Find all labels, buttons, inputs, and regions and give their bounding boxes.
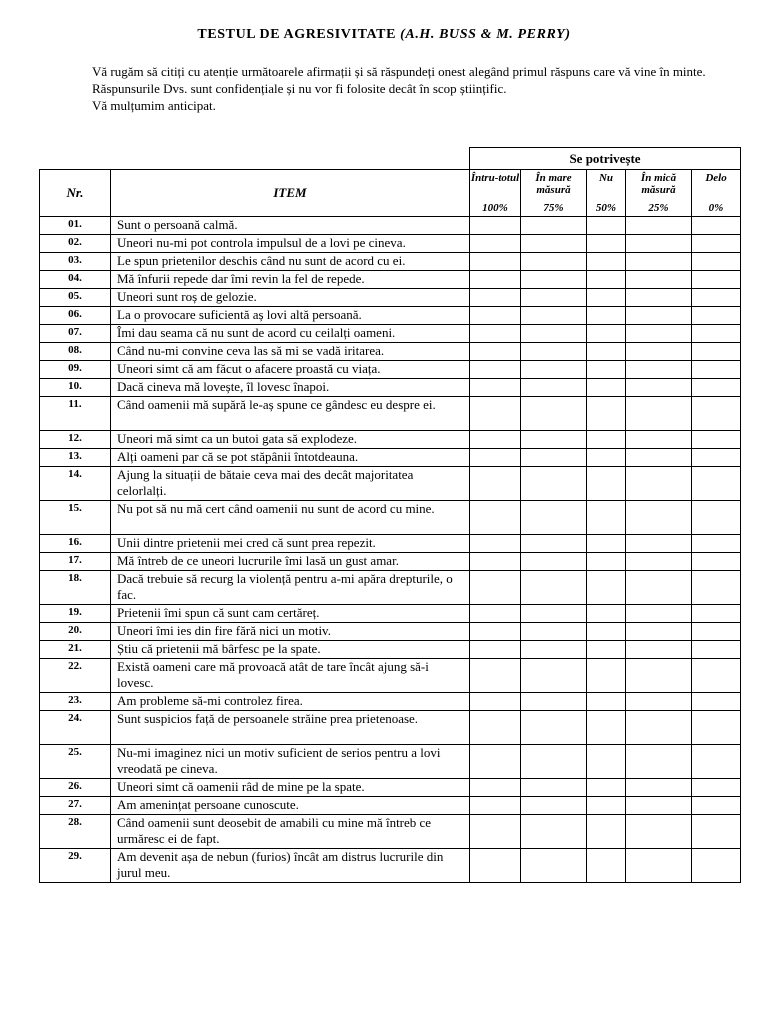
answer-cell[interactable] xyxy=(626,325,692,343)
answer-cell[interactable] xyxy=(587,431,626,449)
table-row xyxy=(40,379,741,397)
row-item-text: Mă înfurii repede dar îmi revin la fel de repede. xyxy=(111,271,470,289)
answer-cell[interactable] xyxy=(521,217,587,235)
answer-cell[interactable] xyxy=(521,431,587,449)
answer-cell[interactable] xyxy=(692,605,741,623)
answer-cell[interactable] xyxy=(692,571,741,605)
answer-cell[interactable] xyxy=(587,745,626,779)
table-row xyxy=(40,641,741,659)
row-item-text: Am devenit așa de nebun (furios) încât am distrus lucrurile din jurul meu. xyxy=(111,849,470,883)
answer-cell[interactable] xyxy=(521,815,587,849)
answer-cell[interactable] xyxy=(692,449,741,467)
answer-cell[interactable] xyxy=(470,501,521,535)
answer-cell[interactable] xyxy=(626,343,692,361)
answer-cell[interactable] xyxy=(692,325,741,343)
answer-cell[interactable] xyxy=(692,815,741,849)
answer-cell[interactable] xyxy=(587,325,626,343)
answer-cell[interactable] xyxy=(587,815,626,849)
row-item-text: Unii dintre prietenii mei cred că sunt prea repezit. xyxy=(111,535,470,553)
row-number: 24. xyxy=(40,711,111,745)
table-row xyxy=(40,815,741,849)
answer-cell[interactable] xyxy=(626,605,692,623)
row-item-text: Uneori simt că am făcut o afacere proastă cu viața. xyxy=(111,361,470,379)
title-authors: (A.H. BUSS & M. PERRY) xyxy=(400,27,571,42)
table-row xyxy=(40,797,741,815)
table-row xyxy=(40,307,741,325)
answer-cell[interactable] xyxy=(692,289,741,307)
answer-cell[interactable] xyxy=(692,361,741,379)
row-number: 03. xyxy=(40,253,111,271)
answer-cell[interactable] xyxy=(692,343,741,361)
answer-cell[interactable] xyxy=(626,271,692,289)
answer-cell[interactable] xyxy=(692,253,741,271)
row-number: 19. xyxy=(40,605,111,623)
answer-cell[interactable] xyxy=(692,641,741,659)
row-item-text: Ajung la situații de bătaie ceva mai des decât majoritatea celorlalți. xyxy=(111,467,470,501)
table-row xyxy=(40,467,741,501)
answer-cell[interactable] xyxy=(626,571,692,605)
answer-cell[interactable] xyxy=(626,849,692,883)
answer-cell[interactable] xyxy=(521,449,587,467)
answer-cell[interactable] xyxy=(587,623,626,641)
table-row xyxy=(40,501,741,535)
row-item-text: Există oameni care mă provoacă atât de tare încât ajung să-i lovesc. xyxy=(111,659,470,693)
answer-cell[interactable] xyxy=(521,641,587,659)
row-number: 14. xyxy=(40,467,111,501)
table-row xyxy=(40,361,741,379)
table-row xyxy=(40,659,741,693)
table-row xyxy=(40,343,741,361)
row-number: 29. xyxy=(40,849,111,883)
row-item-text: Când oamenii sunt deosebit de amabili cu mine mă întreb ce urmăresc ei de fapt. xyxy=(111,815,470,849)
row-item-text: Când oamenii mă supără le-aș spune ce gândesc eu despre ei. xyxy=(111,397,470,431)
answer-cell[interactable] xyxy=(521,253,587,271)
answer-cell[interactable] xyxy=(692,659,741,693)
row-number: 22. xyxy=(40,659,111,693)
answer-cell[interactable] xyxy=(470,779,521,797)
answer-cell[interactable] xyxy=(692,467,741,501)
answer-cell[interactable] xyxy=(626,711,692,745)
table-row xyxy=(40,397,741,431)
row-number: 15. xyxy=(40,501,111,535)
row-number: 26. xyxy=(40,779,111,797)
answer-cell[interactable] xyxy=(626,431,692,449)
column-header: Întru-totul 100% xyxy=(470,170,521,217)
table-row xyxy=(40,553,741,571)
intro-paragraph-1: Vă rugăm să citiți cu atenție următoarele afirmații și să răspundeți onest alegând primul răspuns care vă vine în minte. xyxy=(92,64,706,79)
answer-cell[interactable] xyxy=(587,641,626,659)
answer-cell[interactable] xyxy=(470,605,521,623)
answer-cell[interactable] xyxy=(521,659,587,693)
answer-cell[interactable] xyxy=(470,693,521,711)
answer-cell[interactable] xyxy=(692,501,741,535)
answer-cell[interactable] xyxy=(470,711,521,745)
answer-cell[interactable] xyxy=(626,745,692,779)
row-item-text: Prietenii îmi spun că sunt cam certăreț. xyxy=(111,605,470,623)
row-item-text: Am probleme să-mi controlez firea. xyxy=(111,693,470,711)
answer-cell[interactable] xyxy=(692,779,741,797)
answer-cell[interactable] xyxy=(521,397,587,431)
answer-cell[interactable] xyxy=(692,431,741,449)
answer-cell[interactable] xyxy=(626,815,692,849)
answer-cell[interactable] xyxy=(587,605,626,623)
answer-cell[interactable] xyxy=(521,271,587,289)
answer-cell[interactable] xyxy=(692,623,741,641)
table-row xyxy=(40,571,741,605)
column-header: Delo 0% xyxy=(692,170,741,217)
row-item-text: Sunt suspicios față de persoanele străine prea prietenoase. xyxy=(111,711,470,745)
answer-cell[interactable] xyxy=(626,641,692,659)
table-row xyxy=(40,431,741,449)
row-item-text: Dacă cineva mă lovește, îl lovesc înapoi. xyxy=(111,379,470,397)
answer-cell[interactable] xyxy=(587,659,626,693)
answer-cell[interactable] xyxy=(521,235,587,253)
table-row xyxy=(40,253,741,271)
answer-cell[interactable] xyxy=(626,501,692,535)
answer-cell[interactable] xyxy=(692,397,741,431)
row-item-text: Am amenințat persoane cunoscute. xyxy=(111,797,470,815)
answer-cell[interactable] xyxy=(626,467,692,501)
table-row xyxy=(40,693,741,711)
answer-cell[interactable] xyxy=(470,553,521,571)
column-header: În mică măsură 25% xyxy=(626,170,692,217)
row-item-text: Uneori sunt roș de gelozie. xyxy=(111,289,470,307)
answer-cell[interactable] xyxy=(587,501,626,535)
answer-cell[interactable] xyxy=(521,535,587,553)
answer-cell[interactable] xyxy=(692,307,741,325)
answer-cell[interactable] xyxy=(470,361,521,379)
row-number: 05. xyxy=(40,289,111,307)
row-item-text: Dacă trebuie să recurg la violență pentru a-mi apăra drepturile, o fac. xyxy=(111,571,470,605)
row-number: 21. xyxy=(40,641,111,659)
answer-cell[interactable] xyxy=(521,605,587,623)
answer-cell[interactable] xyxy=(626,253,692,271)
answer-cell[interactable] xyxy=(587,779,626,797)
row-number: 25. xyxy=(40,745,111,779)
answer-cell[interactable] xyxy=(521,361,587,379)
answer-cell[interactable] xyxy=(692,535,741,553)
answer-cell[interactable] xyxy=(470,449,521,467)
answer-cell[interactable] xyxy=(470,849,521,883)
answer-cell[interactable] xyxy=(470,397,521,431)
answer-cell[interactable] xyxy=(470,235,521,253)
answer-cell[interactable] xyxy=(626,217,692,235)
answer-cell[interactable] xyxy=(521,779,587,797)
answer-cell[interactable] xyxy=(587,797,626,815)
answer-cell[interactable] xyxy=(470,379,521,397)
answer-cell[interactable] xyxy=(470,325,521,343)
row-number: 16. xyxy=(40,535,111,553)
answer-cell[interactable] xyxy=(587,849,626,883)
answer-cell[interactable] xyxy=(521,797,587,815)
row-item-text: Uneori mă simt ca un butoi gata să explodeze. xyxy=(111,431,470,449)
row-number: 01. xyxy=(40,217,111,235)
answer-cell[interactable] xyxy=(587,397,626,431)
table-row xyxy=(40,449,741,467)
row-item-text: Când nu-mi convine ceva las să mi se vadă iritarea. xyxy=(111,343,470,361)
answer-cell[interactable] xyxy=(692,849,741,883)
row-number: 08. xyxy=(40,343,111,361)
answer-cell[interactable] xyxy=(692,553,741,571)
answer-cell[interactable] xyxy=(626,693,692,711)
header-spacer xyxy=(40,148,470,170)
row-number: 10. xyxy=(40,379,111,397)
answer-cell[interactable] xyxy=(587,217,626,235)
row-item-text: Mă întreb de ce uneori lucrurile îmi lasă un gust amar. xyxy=(111,553,470,571)
answer-cell[interactable] xyxy=(587,271,626,289)
table-row xyxy=(40,235,741,253)
table-row xyxy=(40,711,741,745)
answer-cell[interactable] xyxy=(587,307,626,325)
intro-paragraph-3: Vă mulțumim anticipat. xyxy=(92,98,216,113)
row-item-text: Îmi dau seama că nu sunt de acord cu ceilalți oameni. xyxy=(111,325,470,343)
table-row xyxy=(40,849,741,883)
answer-cell[interactable] xyxy=(692,797,741,815)
answer-cell[interactable] xyxy=(626,797,692,815)
group-header: Se potrivește xyxy=(470,148,741,170)
answer-cell[interactable] xyxy=(470,343,521,361)
answer-cell[interactable] xyxy=(692,235,741,253)
answer-cell[interactable] xyxy=(521,849,587,883)
answer-cell[interactable] xyxy=(626,779,692,797)
row-number: 20. xyxy=(40,623,111,641)
answer-cell[interactable] xyxy=(521,343,587,361)
answer-cell[interactable] xyxy=(470,431,521,449)
row-item-text: Uneori îmi ies din fire fără nici un motiv. xyxy=(111,623,470,641)
row-number: 07. xyxy=(40,325,111,343)
answer-cell[interactable] xyxy=(626,307,692,325)
answer-cell[interactable] xyxy=(470,659,521,693)
answer-cell[interactable] xyxy=(470,535,521,553)
answer-cell[interactable] xyxy=(470,217,521,235)
answer-cell[interactable] xyxy=(470,467,521,501)
answer-cell[interactable] xyxy=(692,379,741,397)
answer-cell[interactable] xyxy=(626,379,692,397)
row-item-text: Nu pot să nu mă cert când oamenii nu sunt de acord cu mine. xyxy=(111,501,470,535)
table-row xyxy=(40,271,741,289)
row-number: 06. xyxy=(40,307,111,325)
intro-block xyxy=(46,64,760,113)
answer-cell[interactable] xyxy=(521,553,587,571)
answer-cell[interactable] xyxy=(692,271,741,289)
answer-cell[interactable] xyxy=(470,623,521,641)
document-title xyxy=(0,27,768,43)
table-row xyxy=(40,623,741,641)
row-number: 11. xyxy=(40,397,111,431)
row-item-text: Uneori nu-mi pot controla impulsul de a lovi pe cineva. xyxy=(111,235,470,253)
row-item-text: La o provocare suficientă aș lovi altă persoană. xyxy=(111,307,470,325)
answer-cell[interactable] xyxy=(521,289,587,307)
table-row xyxy=(40,289,741,307)
answer-cell[interactable] xyxy=(521,623,587,641)
table-row xyxy=(40,535,741,553)
answer-cell[interactable] xyxy=(587,553,626,571)
row-number: 04. xyxy=(40,271,111,289)
row-item-text: Alți oameni par că se pot stăpânii întotdeauna. xyxy=(111,449,470,467)
answer-cell[interactable] xyxy=(587,235,626,253)
table-row xyxy=(40,217,741,235)
answer-cell[interactable] xyxy=(521,325,587,343)
row-number: 23. xyxy=(40,693,111,711)
table-row xyxy=(40,779,741,797)
answer-cell[interactable] xyxy=(587,379,626,397)
answer-cell[interactable] xyxy=(692,745,741,779)
answer-cell[interactable] xyxy=(521,307,587,325)
answer-cell[interactable] xyxy=(692,693,741,711)
answer-cell[interactable] xyxy=(626,361,692,379)
column-header: Nu 50% xyxy=(587,170,626,217)
answer-cell[interactable] xyxy=(626,289,692,307)
row-number: 02. xyxy=(40,235,111,253)
row-number: 27. xyxy=(40,797,111,815)
answer-cell[interactable] xyxy=(626,449,692,467)
answer-cell[interactable] xyxy=(521,693,587,711)
row-item-text: Uneori simt că oamenii râd de mine pe la spate. xyxy=(111,779,470,797)
answer-cell[interactable] xyxy=(470,253,521,271)
answer-cell[interactable] xyxy=(587,253,626,271)
answer-cell[interactable] xyxy=(587,711,626,745)
questionnaire-table xyxy=(39,147,741,883)
answer-cell[interactable] xyxy=(470,307,521,325)
answer-cell[interactable] xyxy=(587,693,626,711)
answer-cell[interactable] xyxy=(626,535,692,553)
answer-cell[interactable] xyxy=(626,659,692,693)
answer-cell[interactable] xyxy=(587,361,626,379)
intro-paragraph-2: Răspunsurile Dvs. sunt confidențiale și nu vor fi folosite decât în scop științific. xyxy=(92,81,507,96)
answer-cell[interactable] xyxy=(470,745,521,779)
answer-cell[interactable] xyxy=(470,289,521,307)
answer-cell[interactable] xyxy=(521,711,587,745)
answer-cell[interactable] xyxy=(587,343,626,361)
answer-cell[interactable] xyxy=(626,397,692,431)
answer-cell[interactable] xyxy=(521,501,587,535)
row-number: 12. xyxy=(40,431,111,449)
answer-cell[interactable] xyxy=(626,235,692,253)
row-item-text: Știu că prietenii mă bârfesc pe la spate. xyxy=(111,641,470,659)
row-item-text: Nu-mi imaginez nici un motiv suficient de serios pentru a lovi vreodată pe cineva. xyxy=(111,745,470,779)
row-number: 13. xyxy=(40,449,111,467)
title-main: TESTUL DE AGRESIVITATE xyxy=(197,27,397,42)
row-item-text: Sunt o persoană calmă. xyxy=(111,217,470,235)
row-number: 17. xyxy=(40,553,111,571)
answer-cell[interactable] xyxy=(521,467,587,501)
answer-cell[interactable] xyxy=(470,571,521,605)
nr-header: Nr. xyxy=(40,170,111,217)
row-number: 28. xyxy=(40,815,111,849)
item-header: ITEM xyxy=(111,170,470,217)
row-item-text: Le spun prietenilor deschis când nu sunt de acord cu ei. xyxy=(111,253,470,271)
answer-cell[interactable] xyxy=(470,815,521,849)
answer-cell[interactable] xyxy=(626,623,692,641)
answer-cell[interactable] xyxy=(470,641,521,659)
table-row xyxy=(40,605,741,623)
row-number: 18. xyxy=(40,571,111,605)
answer-cell[interactable] xyxy=(521,379,587,397)
answer-cell[interactable] xyxy=(470,271,521,289)
answer-cell[interactable] xyxy=(587,289,626,307)
answer-cell[interactable] xyxy=(692,217,741,235)
answer-cell[interactable] xyxy=(587,535,626,553)
column-header: În mare măsură 75% xyxy=(521,170,587,217)
row-number: 09. xyxy=(40,361,111,379)
answer-cell[interactable] xyxy=(587,571,626,605)
answer-cell[interactable] xyxy=(626,553,692,571)
answer-cell[interactable] xyxy=(692,711,741,745)
table-row xyxy=(40,745,741,779)
answer-cell[interactable] xyxy=(587,467,626,501)
answer-cell[interactable] xyxy=(470,797,521,815)
answer-cell[interactable] xyxy=(521,745,587,779)
table-row xyxy=(40,325,741,343)
answer-cell[interactable] xyxy=(521,571,587,605)
answer-cell[interactable] xyxy=(587,449,626,467)
